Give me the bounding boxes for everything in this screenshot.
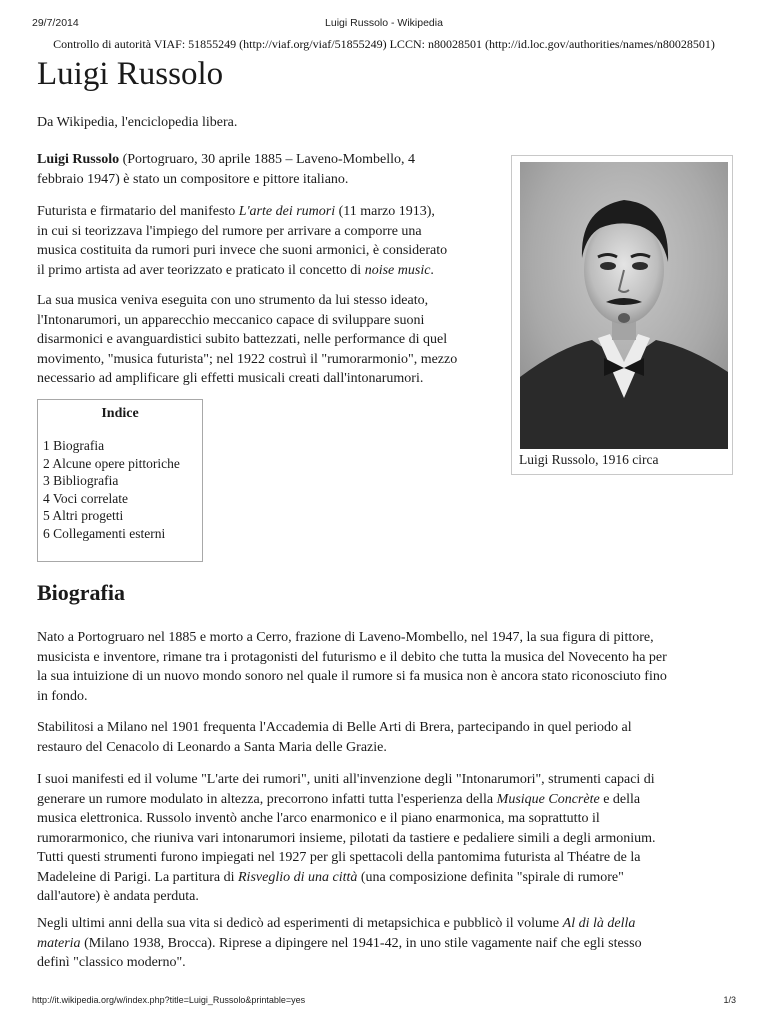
text-run: (una composizione definita "spirale di rumore" (357, 869, 624, 885)
print-header-date: 29/7/2014 (32, 17, 79, 29)
text-line: necessario ad amplificare gli effetti musicali creati dall'intonarumori. (37, 371, 424, 386)
table-of-contents (37, 399, 203, 562)
intro-paragraph (37, 150, 415, 189)
text-run: (11 marzo 1913), (335, 204, 435, 219)
intro-text-1: (Portogruaro, 30 aprile 1885 – Laveno-Mombello, 4 (119, 152, 415, 167)
text-line: la sua intuizione di un nuovo mondo sonoro nel quale il rumore si fa musica non è ancora stato riconosciuto fino (37, 669, 667, 684)
toc-item-voci-correlate[interactable]: 4 Voci correlate (43, 490, 128, 506)
text-line: restauro del Cenacolo di Leonardo a Santa Maria delle Grazie. (37, 739, 387, 755)
toc-title: Indice (101, 406, 139, 421)
noise-music-link[interactable]: noise music (364, 262, 431, 278)
toc-item-bibliografia[interactable]: 3 Bibliografia (43, 473, 119, 488)
text-run: Futurista e firmatario del manifesto (37, 204, 239, 219)
futurism-paragraph (37, 202, 447, 280)
text-line: disarmonici e avanguardistici subito battezzati, nelle performance di quel (37, 332, 448, 347)
text-line: movimento, "musica futurista"; nel 1922 costruì il "rumorarmonio", mezzo (37, 351, 458, 367)
toc-item-collegamenti-esterni[interactable]: 6 Collegamenti esterni (43, 525, 166, 541)
toc-item-opere-pittoriche[interactable]: 2 Alcune opere pittoriche (43, 455, 180, 471)
portrait-figure (511, 155, 733, 475)
musique-concrete-link[interactable]: Musique Concrète (496, 791, 600, 807)
toc-item-biografia[interactable]: 1 Biografia (43, 438, 105, 453)
text-line: La sua musica veniva eseguita con uno strumento da lui stesso ideato, (37, 293, 429, 308)
section-heading-biografia: Biografia (37, 580, 125, 605)
text-line: dall'autore) è andata perduta. (37, 889, 199, 904)
print-footer-page: 1/3 (723, 995, 736, 1005)
text-line: l'Intonarumori, un apparecchio meccanico capace di sviluppare suoni (37, 312, 425, 328)
text-line: Nato a Portogruaro nel 1885 e morto a Cerro, frazione di Laveno-Mombello, nel 1947, la sua figura di pittore, (37, 630, 654, 645)
text-line: I suoi manifesti ed il volume "L'arte dei rumori", uniti all'invenzione degli "Intonarumori", strumenti capaci di (37, 772, 655, 787)
work-title-al-di-la: Al di là della (562, 916, 636, 931)
text-line: in fondo. (37, 688, 88, 704)
text-run: Madeleine di Parigi. La partitura di (37, 869, 238, 885)
text-run: in cui si teorizzava l'impiego del rumore per arrivare a comporre una (37, 223, 422, 239)
text-run: (Milano 1938, Brocca). Riprese a dipingere nel 1941-42, in uno stile vagamente naif che egli stesso (80, 935, 642, 951)
text-run: il primo artista ad aver teorizzato e praticato il concetto di (37, 262, 365, 278)
authority-control: Controllo di autorità VIAF: 51855249 (http://viaf.org/viaf/51855249) LCCN: n80028501 (http://id.loc.gov/authorities/names/n80028501) (53, 37, 715, 51)
text-run: musica costituita da rumori puri invece che suoni armonici, è considerato (37, 243, 448, 258)
biografia-paragraph-3 (37, 770, 656, 907)
text-line: Tutti questi strumenti furono impiegati nel 1927 per gli spettacoli della pantomima futurista al Théatre de la (37, 850, 641, 865)
toc-item-altri-progetti[interactable]: 5 Altri progetti (43, 508, 124, 523)
intro-name: Luigi Russolo (37, 152, 120, 167)
biografia-paragraph-1 (37, 628, 667, 706)
text-run: . (430, 262, 434, 278)
text-line: rumorarmonico, che riuniva vari intonarumori insieme, pilotati da tastiere e pedaliere simili a degli armonium. (37, 830, 656, 846)
work-title-risveglio: Risveglio di una città (238, 869, 358, 885)
text-run: e della (599, 791, 641, 807)
print-footer-url: http://it.wikipedia.org/w/index.php?title=Luigi_Russolo&printable=yes (32, 995, 306, 1005)
page-title: Luigi Russolo (37, 56, 224, 92)
biografia-paragraph-4 (37, 914, 642, 973)
portrait-photo[interactable] (520, 162, 728, 449)
toc-list (43, 437, 180, 542)
figure-caption: Luigi Russolo, 1916 circa (519, 452, 659, 467)
text-run: Negli ultimi anni della sua vita si dedicò ad esperimenti di metapsichica e pubblicò il volume (37, 916, 563, 931)
intro-text-2: febbraio 1947) è stato un compositore e pittore italiano. (37, 171, 349, 187)
biografia-paragraph-2 (37, 718, 632, 757)
text-run: generare un rumore modulato in altezza, precorrono infatti tutta l'esperienza della (37, 791, 497, 807)
intonarumori-paragraph (37, 291, 457, 389)
text-line: musica elettronica. Russolo inventò anche l'arco enarmonico e il piano enarmonica, ma soprattutto il (37, 811, 600, 826)
print-header-title: Luigi Russolo - Wikipedia (325, 17, 443, 29)
work-title-materia: materia (37, 935, 81, 951)
text-line: musicista e inventore, rimane tra i protagonisti del futurismo e il debito che tutta la musica del Novecento ha per (37, 649, 667, 665)
work-title-link[interactable]: L'arte dei rumori (238, 204, 336, 219)
text-line: Stabilitosi a Milano nel 1901 frequenta l'Accademia di Belle Arti di Brera, partecipando in quel periodo al (37, 720, 632, 735)
tagline: Da Wikipedia, l'enciclopedia libera. (37, 115, 238, 130)
text-line: definì "classico moderno". (37, 955, 186, 970)
